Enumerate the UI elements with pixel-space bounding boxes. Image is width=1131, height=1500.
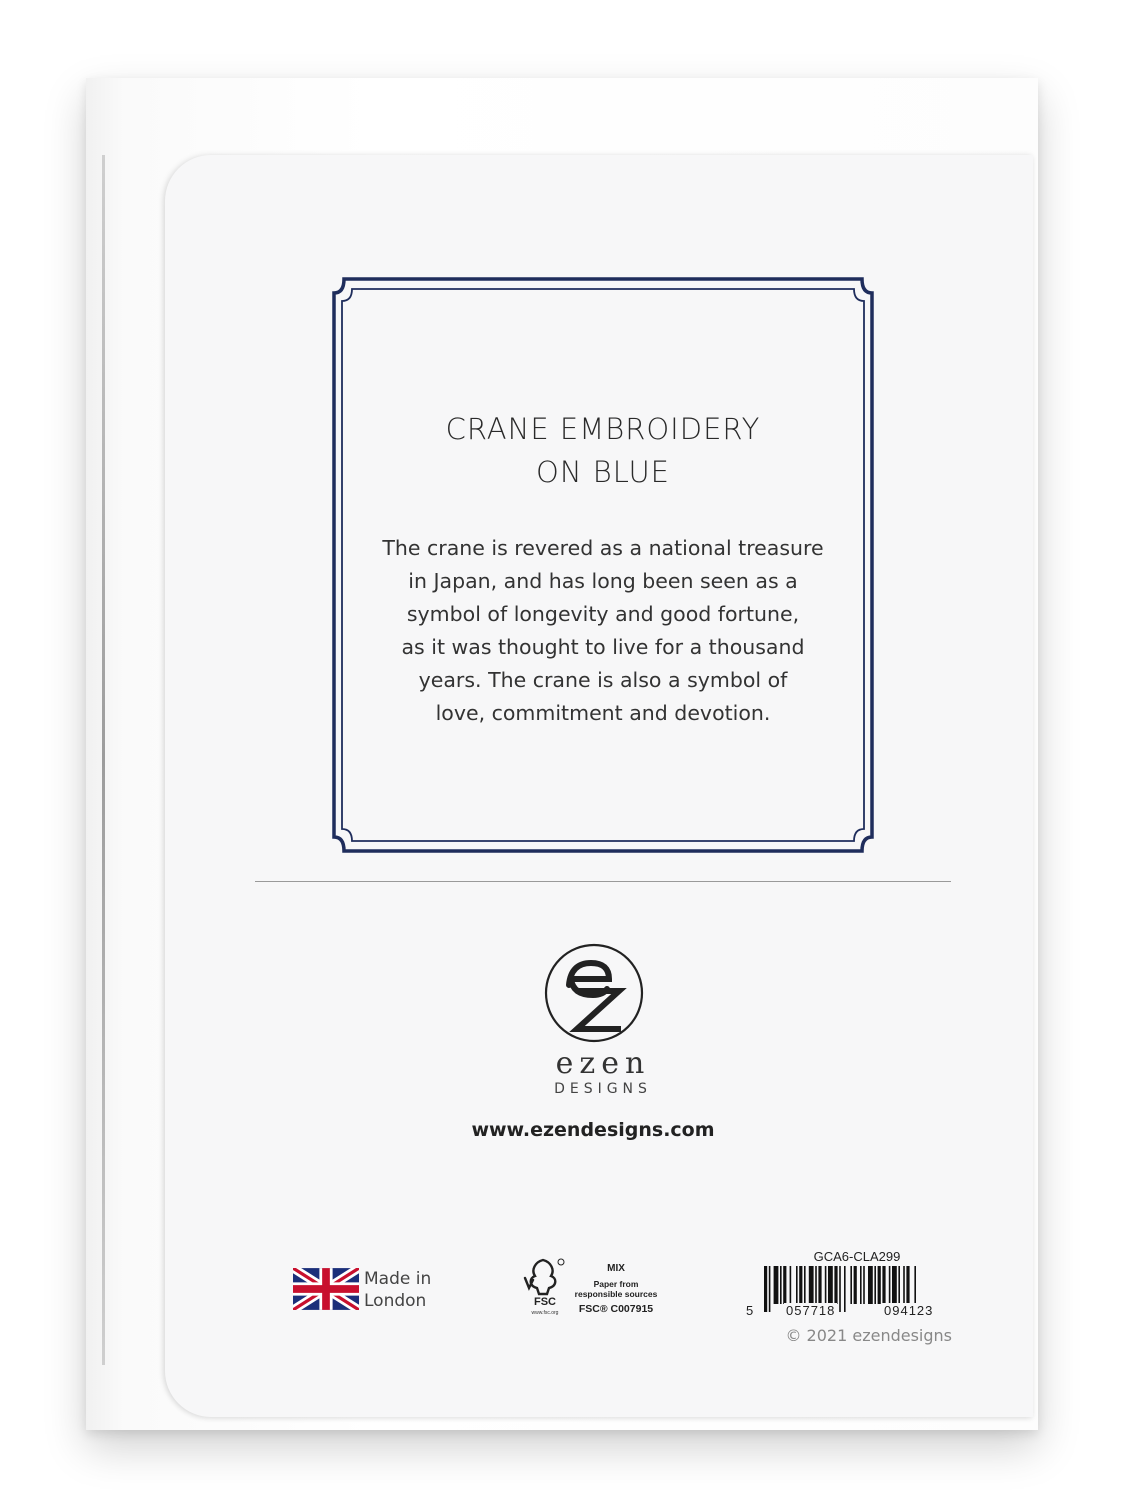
- fsc-paper-text: [568, 1279, 664, 1299]
- fsc-paper-line-1: Paper from: [593, 1279, 639, 1289]
- fsc-mix: MIX: [607, 1263, 625, 1274]
- card-title-line-2: ON BLUE: [536, 455, 670, 489]
- ez-monogram-icon: [541, 943, 647, 1043]
- description-line: in Japan, and has long been seen as a: [408, 569, 798, 593]
- description-line: love, commitment and devotion.: [435, 701, 771, 725]
- fsc-site: www.fsc.org: [531, 1310, 559, 1316]
- website-link[interactable]: www.ezendesigns.com: [471, 1119, 715, 1141]
- description-line: symbol of longevity and good fortune,: [406, 602, 800, 626]
- fsc-tree-logo-icon: [519, 1256, 569, 1298]
- fsc-paper-line-2: responsible sources: [574, 1289, 658, 1299]
- envelope-edge: [102, 155, 105, 1365]
- barcode-digits-left: 057718: [786, 1303, 836, 1318]
- brand-subtitle: DESIGNS: [554, 1081, 652, 1097]
- brand-name: ezen: [555, 1046, 651, 1081]
- card-title-line-1: CRANE EMBROIDERY: [445, 412, 761, 446]
- union-jack-flag-icon: [293, 1268, 359, 1310]
- description-line: years. The crane is also a symbol of: [418, 668, 788, 692]
- barcode-digit-first: 5: [746, 1303, 755, 1318]
- fsc-label: FSC: [534, 1296, 556, 1308]
- product-code: GCA6-CLA299: [813, 1249, 901, 1264]
- description-line: as it was thought to live for a thousand: [401, 635, 805, 659]
- made-in-line-1: Made in: [364, 1269, 432, 1289]
- card-title: [350, 408, 856, 494]
- made-in-label: [364, 1268, 484, 1312]
- description-line: The crane is revered as a national treasure: [382, 536, 824, 560]
- copyright: © 2021 ezendesigns: [785, 1326, 952, 1345]
- fsc-code: FSC® C007915: [578, 1303, 654, 1315]
- divider: [255, 881, 951, 882]
- barcode-digits-right: 094123: [884, 1303, 934, 1318]
- card-description: [350, 532, 856, 730]
- made-in-line-2: London: [364, 1291, 427, 1311]
